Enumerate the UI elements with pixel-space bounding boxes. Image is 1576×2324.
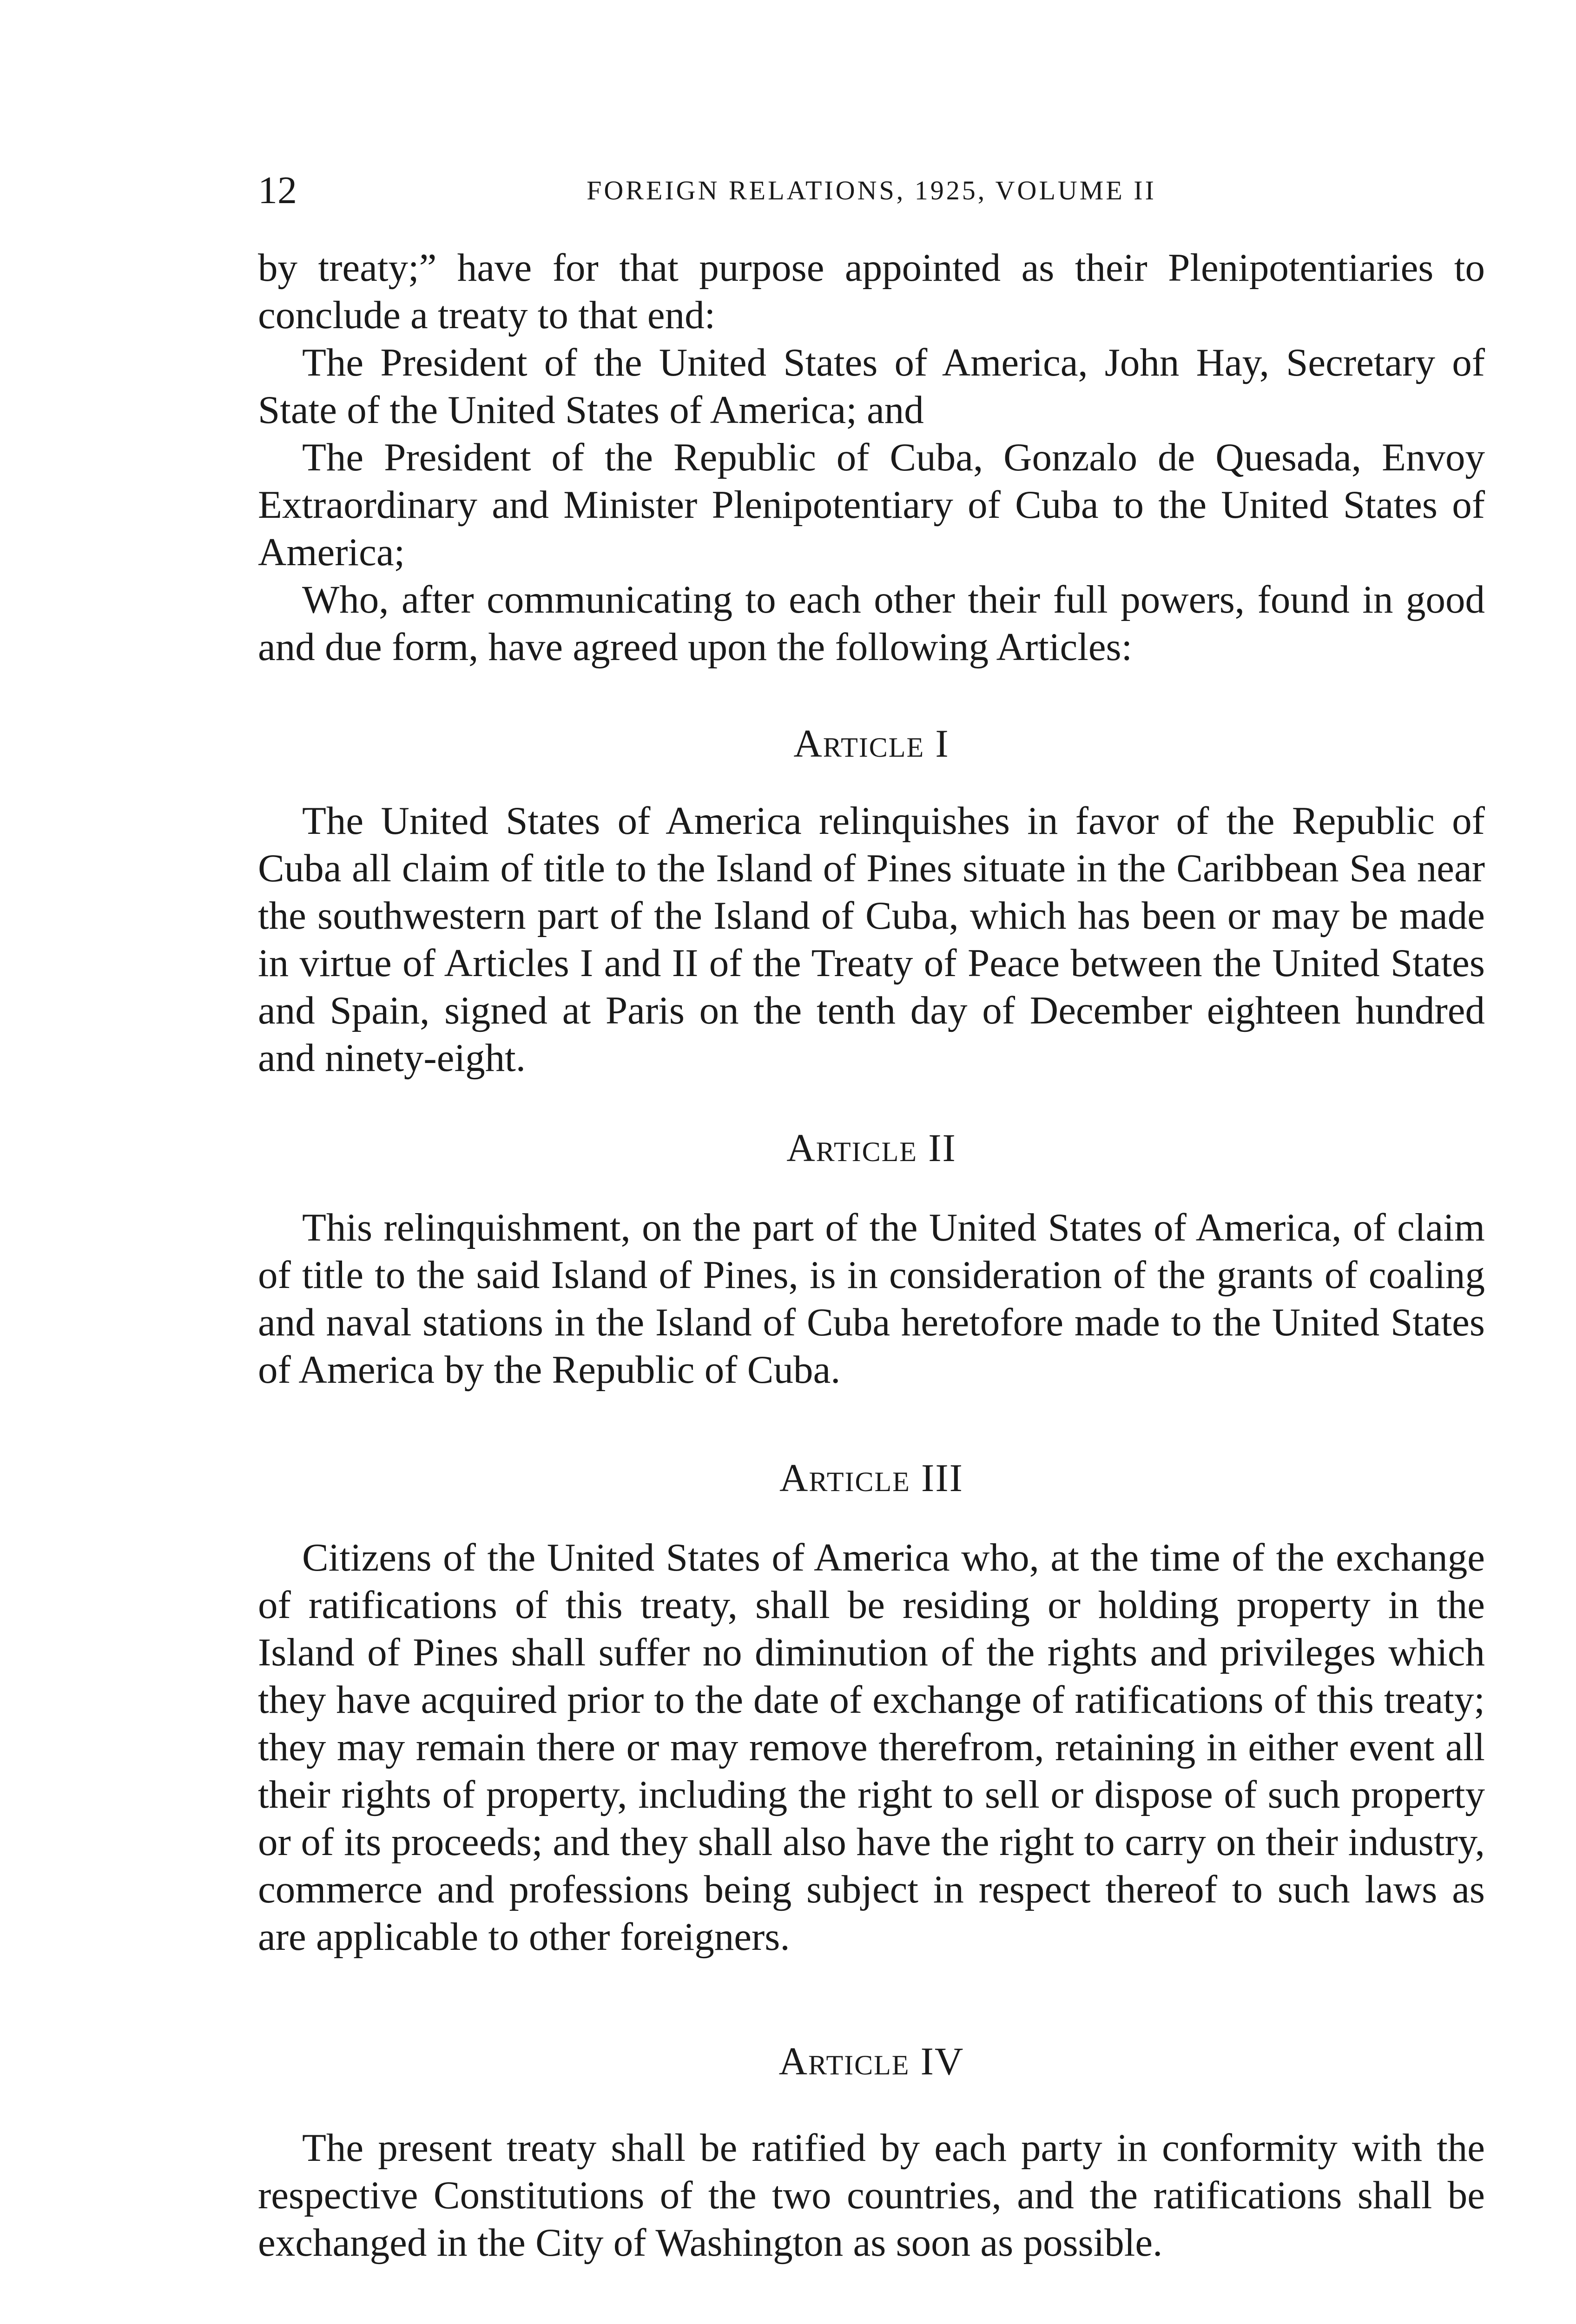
preamble-paragraph: The President of the Republic of Cuba, Gonzalo de Quesada, Envoy Extraordinary and Minister Plenipotentiary of Cuba to the United States of America; bbox=[258, 436, 1485, 574]
preamble-paragraph: The President of the United States of America, John Hay, Secretary of State of the United States of America; and bbox=[258, 341, 1485, 432]
preamble-paragraph: Who, after communicating to each other their full powers, found in good and due form, have agreed upon the following Articles: bbox=[258, 578, 1485, 669]
article-paragraph: This relinquishment, on the part of the United States of America, of claim of title to the said Island of Pines, is in consideration of the grants of coaling and naval stations in the Island of Cuba heretofore made to the United States of America by the Republic of Cuba. bbox=[258, 1206, 1485, 1392]
page-header bbox=[258, 165, 1485, 216]
preamble-block bbox=[258, 244, 1485, 671]
article-heading: Article II bbox=[786, 1126, 956, 1170]
article-text bbox=[258, 1534, 1485, 1961]
running-head: FOREIGN RELATIONS, 1925, VOLUME II bbox=[587, 175, 1156, 205]
article-text bbox=[258, 797, 1485, 1082]
preamble-paragraph: by treaty;” have for that purpose appointed as their Plenipotentiaries to conclude a treaty to that end: bbox=[258, 246, 1485, 337]
article-text bbox=[258, 2124, 1485, 2266]
article-paragraph: Citizens of the United States of America who, at the time of the exchange of ratifications of this treaty, shall be residing or holding property in the Island of Pines shall suffer no diminution of the rights and privileges which they have acquired prior to the date of exchange of ratifications of this treaty; they may remain there or may remove therefrom, retaining in either event all their rights of property, including the right to sell or dispose of such property or of its proceeds; and they shall also have the right to carry on their industry, commerce and professions being subject in respect thereof to such laws as are applicable to other foreigners. bbox=[258, 1536, 1485, 1959]
article-heading: Article III bbox=[779, 1456, 963, 1500]
page-number: 12 bbox=[258, 169, 297, 212]
article-paragraph: The United States of America relinquishes in favor of the Republic of Cuba all claim of title to the Island of Pines situate in the Caribbean Sea near the southwestern part of the Island of Cuba, which has been or may be made in virtue of Articles I and II of the Treaty of Peace between the United States and Spain, signed at Paris on the tenth day of December eighteen hundred and ninety-eight. bbox=[258, 799, 1485, 1080]
article-heading: Article I bbox=[793, 722, 950, 766]
article-text bbox=[258, 1204, 1485, 1393]
article-heading: Article IV bbox=[778, 2040, 964, 2083]
article-paragraph: The present treaty shall be ratified by each party in conformity with the respective Constitutions of the two countries, and the ratifications shall be exchanged in the City of Washington as soon as possible. bbox=[258, 2126, 1485, 2265]
